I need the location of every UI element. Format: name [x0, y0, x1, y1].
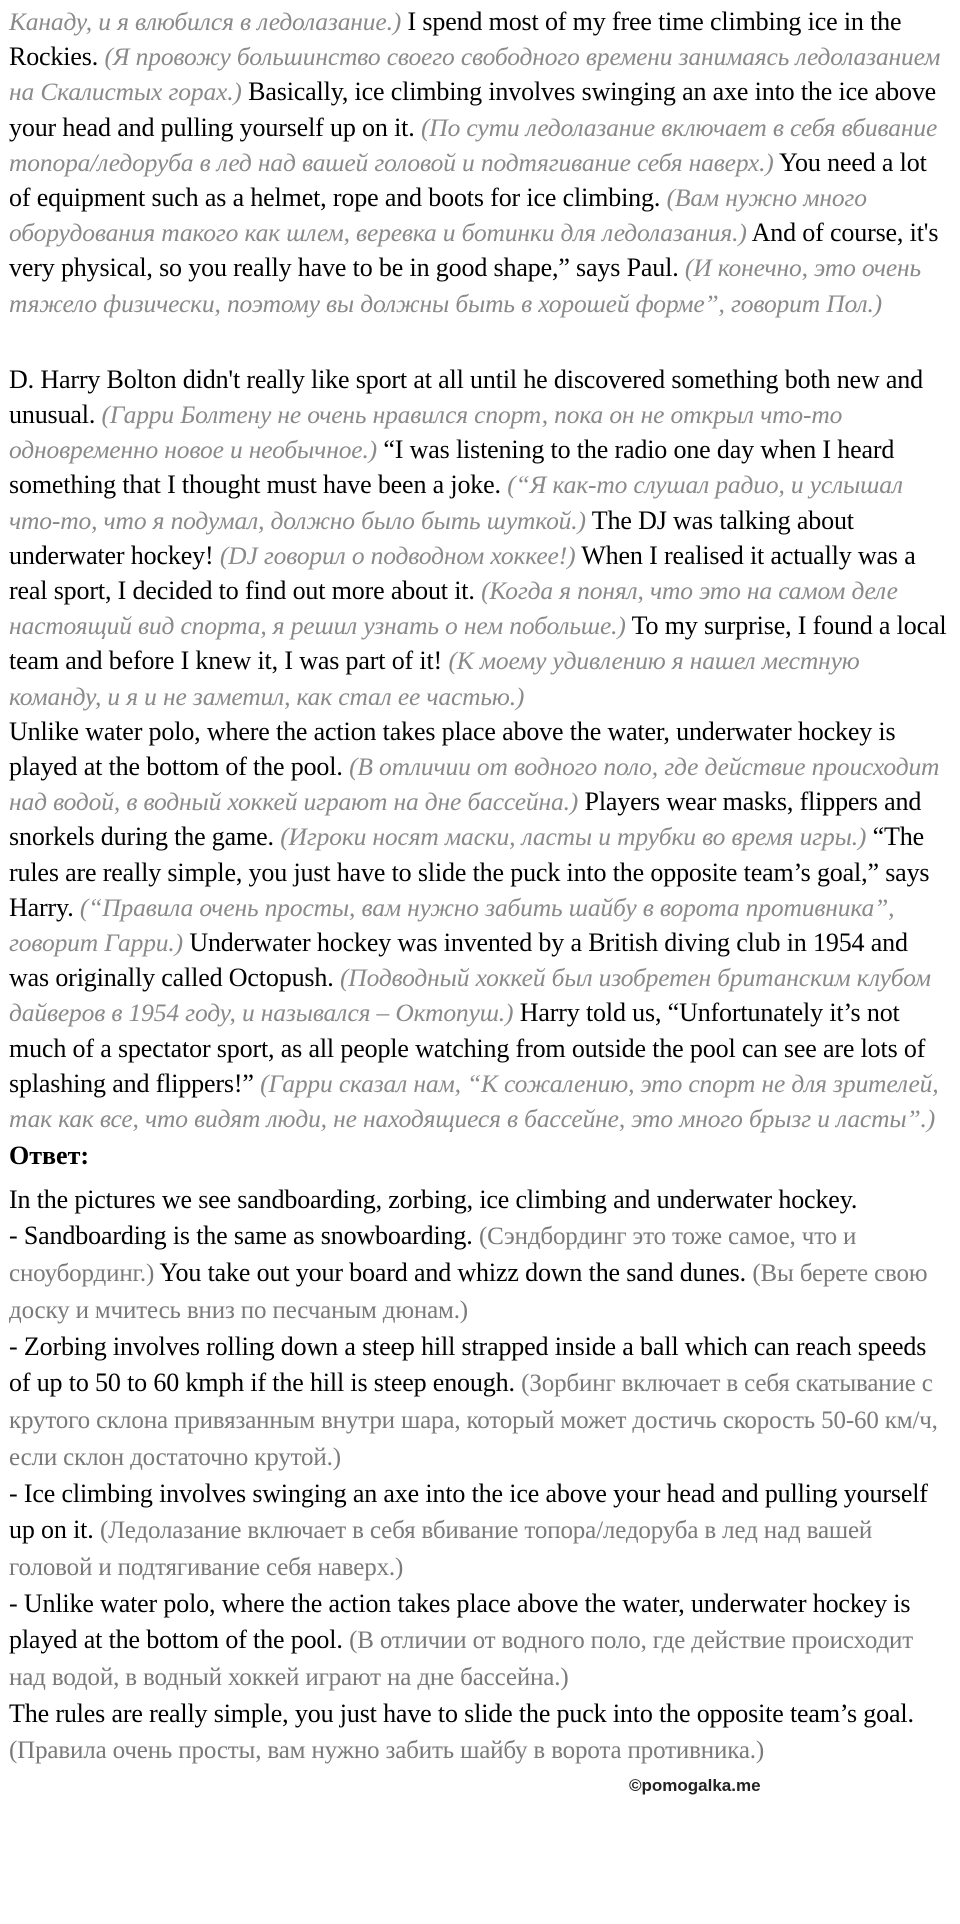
translation: (К моему удивлению я нашел местную команду, и я и не заметил, как стал ее частью.)	[9, 646, 860, 711]
sentence: Basically, ice climbing involves swinging an axe into the ice above your head and pulling yourself up on it.	[9, 77, 937, 142]
paragraph-underwater-hockey	[9, 714, 953, 1136]
sentence: When I realised it actually was a real sport, I decided to find out more about it.	[9, 540, 916, 606]
translation: (Я провожу большинство своего свободного времени занимаясь ледолазанием на Скалистых горах.)	[9, 42, 941, 107]
translation: (В отличии от водного поло, где действие происходит над водой, в водный хоккей играют на дне бассейна.)	[9, 752, 940, 817]
watermark: ©pomogalka.me	[629, 1776, 761, 1795]
sentence: “The rules are really simple, you just have to slide the puck into the opposite team’s goal,” says Harry.	[9, 822, 930, 922]
translation: (Гарри сказал нам, “К сожалению, это спорт не для зрителей, так как все, что видят люди, не находящиеся в бассейне, это много брызг и ласты”.)	[9, 1068, 939, 1134]
sentence: I spend most of my free time climbing ice in the Rockies.	[9, 7, 902, 72]
sentence: - Ice climbing involves swinging an axe into the ice above your head and pulling yourself up on it.	[9, 1479, 928, 1545]
sentence: Harry told us, “Unfortunately it’s not much of a spectator sport, as all people watching from outside the pool can see are lots of splashing and flippers!”	[9, 998, 926, 1098]
translation: (Зорбинг включает в себя скатывание с крутого склона привязанным внутри шара, который может достичь скорость 50-60 км/ч, если склон достаточно крутой.)	[9, 1370, 938, 1472]
translation: (Игроки носят маски, ласты и трубки во время игры.)	[280, 822, 867, 852]
translation: Канаду, и я влюбился в ледолазание.)	[9, 7, 402, 36]
translation: (“Я как-то слушал радио, и услышал что-то, что я подумал, должно было быть шуткой.)	[9, 470, 903, 535]
translation: (Сэндбординг это тоже самое, что и сноубординг.)	[9, 1223, 857, 1288]
translation: (Подводный хоккей был изобретен британским клубом дайверов в 1954 году, и назывался – Октопуш.)	[9, 963, 931, 1028]
translation: (Вы берете свою доску и мчитесь вниз по песчаным дюнам.)	[9, 1260, 928, 1325]
translation: (Правила очень просты, вам нужно забить шайбу в ворота противника.)	[9, 1737, 765, 1765]
paragraph-paul-ice-climbing	[9, 4, 953, 321]
translation: (И конечно, это очень тяжело физически, поэтому вы должны быть в хорошей форме”, говорит Пол.)	[9, 253, 921, 318]
translation: (Вам нужно много оборудования такого как шлем, веревка и ботинки для ледолазания.)	[9, 183, 867, 248]
answer-item-underwater-hockey	[9, 1586, 953, 1696]
answer-item-zorbing	[9, 1329, 953, 1476]
translation: (Когда я понял, что это на самом деле настоящий вид спорта, я решил узнать о нем побольше.)	[9, 576, 898, 641]
paragraph-spacer	[9, 321, 960, 362]
sentence: Underwater hockey was invented by a British diving club in 1954 and was originally called Octopush.	[9, 928, 908, 993]
sentence: To my surprise, I found a local team and before I knew it, I was part of it!	[9, 611, 947, 676]
answer-heading: Ответ:	[9, 1141, 90, 1171]
translation: (Гарри Болтену не очень нравился спорт, пока он не открыл что-то одновременно новое и необычное.)	[9, 400, 843, 465]
paragraph-harry-bolton	[9, 362, 953, 714]
sentence: “I was listening to the radio one day when I heard something that I thought must have been a joke.	[9, 435, 895, 500]
sentence: The rules are really simple, you just have to slide the puck into the opposite team’s goal.	[9, 1699, 914, 1729]
translation: (“Правила очень просты, вам нужно забить шайбу в ворота противника”, говорит Гарри.)	[9, 892, 895, 958]
answer-item-ice-climbing	[9, 1476, 953, 1586]
answer-item-sandboarding	[9, 1218, 953, 1329]
sentence: D. Harry Bolton didn't really like sport at all until he discovered something both new and unusual.	[9, 364, 923, 430]
translation: (Ледолазание включает в себя вбивание топора/ледоруба в лед над вашей головой и подтягивание себя наверх.)	[9, 1517, 873, 1582]
sentence: You take out your board and whizz down the sand dunes.	[159, 1258, 746, 1288]
translation: (В отличии от водного поло, где действие происходит над водой, в водный хоккей играют на дне бассейна.)	[9, 1627, 914, 1692]
sentence: Unlike water polo, where the action takes place above the water, underwater hockey is played at the bottom of the pool.	[9, 716, 896, 782]
answer-intro: In the pictures we see sandboarding, zorbing, ice climbing and underwater hockey.	[9, 1185, 858, 1215]
answer-block	[9, 1182, 960, 1769]
translation: (По сути ледолазание включает в себя вбивание топора/ледоруба в лед над вашей головой и подтягивание себя наверх.)	[9, 112, 938, 177]
sentence: And of course, it's very physical, so you really have to be in good shape,” says Paul.	[9, 218, 939, 283]
answer-item-rules	[9, 1696, 953, 1769]
sentence: Players wear masks, flippers and snorkels during the game.	[9, 787, 922, 852]
sentence: - Zorbing involves rolling down a steep hill strapped inside a ball which can reach speeds of up to 50 to 60 kmph if the hill is steep enough.	[9, 1332, 927, 1398]
sentence: The DJ was talking about underwater hockey!	[9, 505, 854, 570]
sentence: You need a lot of equipment such as a helmet, rope and boots for ice climbing.	[9, 147, 927, 213]
translation: (DJ говорил о подводном хоккее!)	[219, 540, 576, 570]
sentence: - Unlike water polo, where the action takes place above the water, underwater hockey is played at the bottom of the pool.	[9, 1589, 911, 1655]
sentence: - Sandboarding is the same as snowboarding.	[9, 1221, 473, 1251]
